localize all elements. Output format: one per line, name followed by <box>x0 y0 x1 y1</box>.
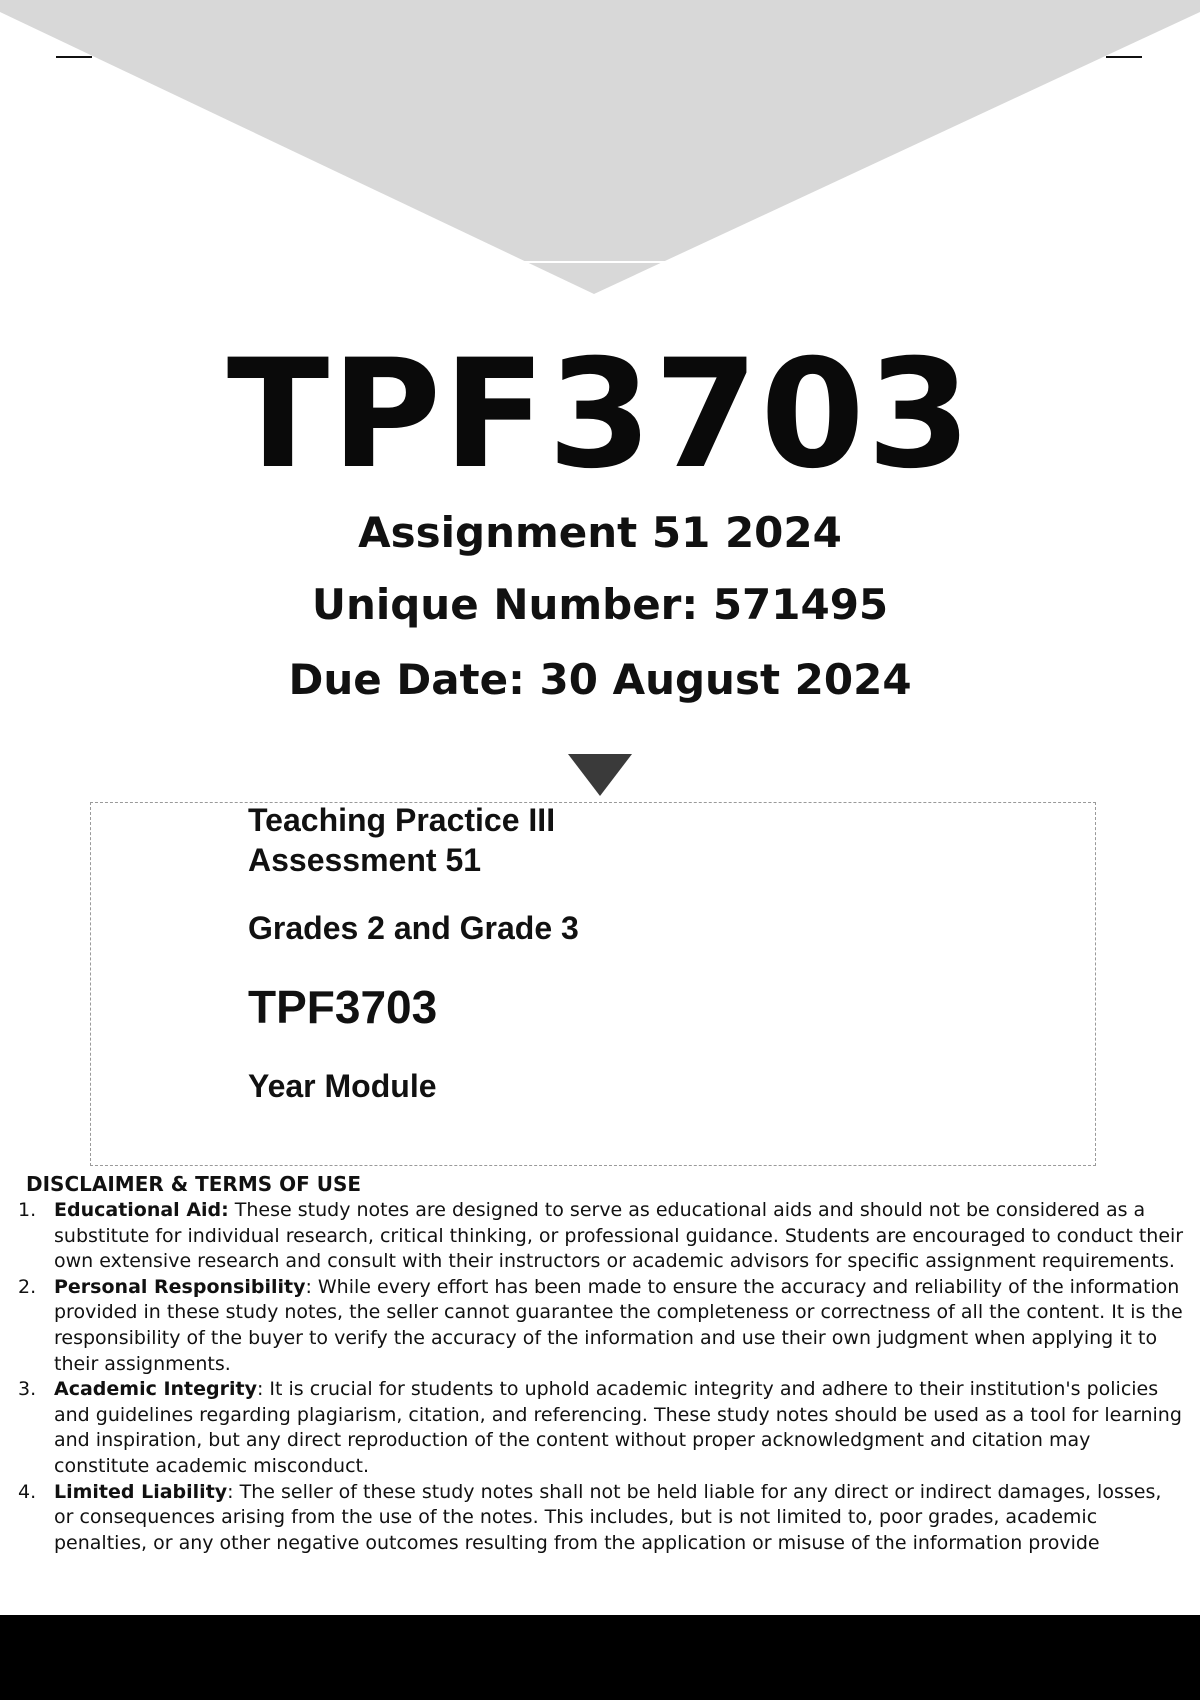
disclaimer-item-term: Academic Integrity <box>54 1378 257 1401</box>
disclaimer-item-text: These study notes are designed to serve as educational aids and should not be considered as a substitute for individual research, critical thinking, or professional guidance. Students are encouraged to conduct their own extensive research and consult with their instructors or academic advisors for specific assignment requirements. <box>54 1199 1184 1273</box>
disclaimer-item-number: 2. <box>18 1275 37 1298</box>
disclaimer-item-term: Educational Aid: <box>54 1199 229 1221</box>
disclaimer-item <box>18 1275 1184 1377</box>
disclaimer-item <box>18 1198 1184 1275</box>
corner-mark-left <box>56 56 92 58</box>
module-name: Teaching Practice III <box>248 802 556 838</box>
down-arrow-icon <box>568 754 632 796</box>
header-chevron-graphic <box>0 0 1200 300</box>
disclaimer-item-text: : While every effort has been made to ensure the accuracy and reliability of the information provided in these study notes, the seller cannot guarantee the completeness or correctness of all the content. It is the responsibility of the buyer to verify the accuracy of the information and use their own judgment when applying it to their assignments. <box>54 1275 1183 1375</box>
footer-bar <box>0 1615 1200 1700</box>
assignment-label: Assignment 51 2024 <box>358 508 842 557</box>
unique-number-label: Unique Number: 571495 <box>311 580 889 629</box>
disclaimer-item-term: Limited Liability <box>54 1480 228 1503</box>
module-info-box <box>90 802 1096 1166</box>
module-code: TPF3703 <box>248 981 438 1033</box>
module-duration: Year Module <box>248 1068 437 1104</box>
disclaimer-item-text: : The seller of these study notes shall not be held liable for any direct or indirect damages, losses, or consequences arising from the use of the notes. This includes, but is not limited to, poor grades, academic penalties, or any other negative outcomes resulting from the application or misuse of the information provide <box>54 1480 1162 1554</box>
disclaimer-item <box>18 1377 1184 1479</box>
due-date-label: Due Date: 30 August 2024 <box>288 655 912 704</box>
grades-label: Grades 2 and Grade 3 <box>248 910 579 946</box>
chevron-shape <box>0 0 1200 294</box>
disclaimer-item-term: Personal Responsibility <box>54 1275 306 1298</box>
disclaimer-item-text: : It is crucial for students to uphold academic integrity and adhere to their institution's policies and guidelines regarding plagiarism, citation, and referencing. These study notes should be used as a tool for learning and inspiration, but any direct reproduction of the content without proper acknowledgment and citation may constitute academic misconduct. <box>54 1378 1182 1477</box>
disclaimer-list <box>18 1198 1184 1556</box>
disclaimer-item-number: 1. <box>18 1199 37 1221</box>
corner-mark-right <box>1106 56 1142 58</box>
disclaimer-item-number: 3. <box>18 1378 37 1401</box>
disclaimer-item-number: 4. <box>18 1480 37 1503</box>
course-code-title: TPF3703 <box>226 328 974 502</box>
assessment-name: Assessment 51 <box>248 842 482 878</box>
disclaimer-heading: DISCLAIMER & TERMS OF USE <box>26 1172 362 1196</box>
disclaimer-item <box>18 1480 1184 1557</box>
